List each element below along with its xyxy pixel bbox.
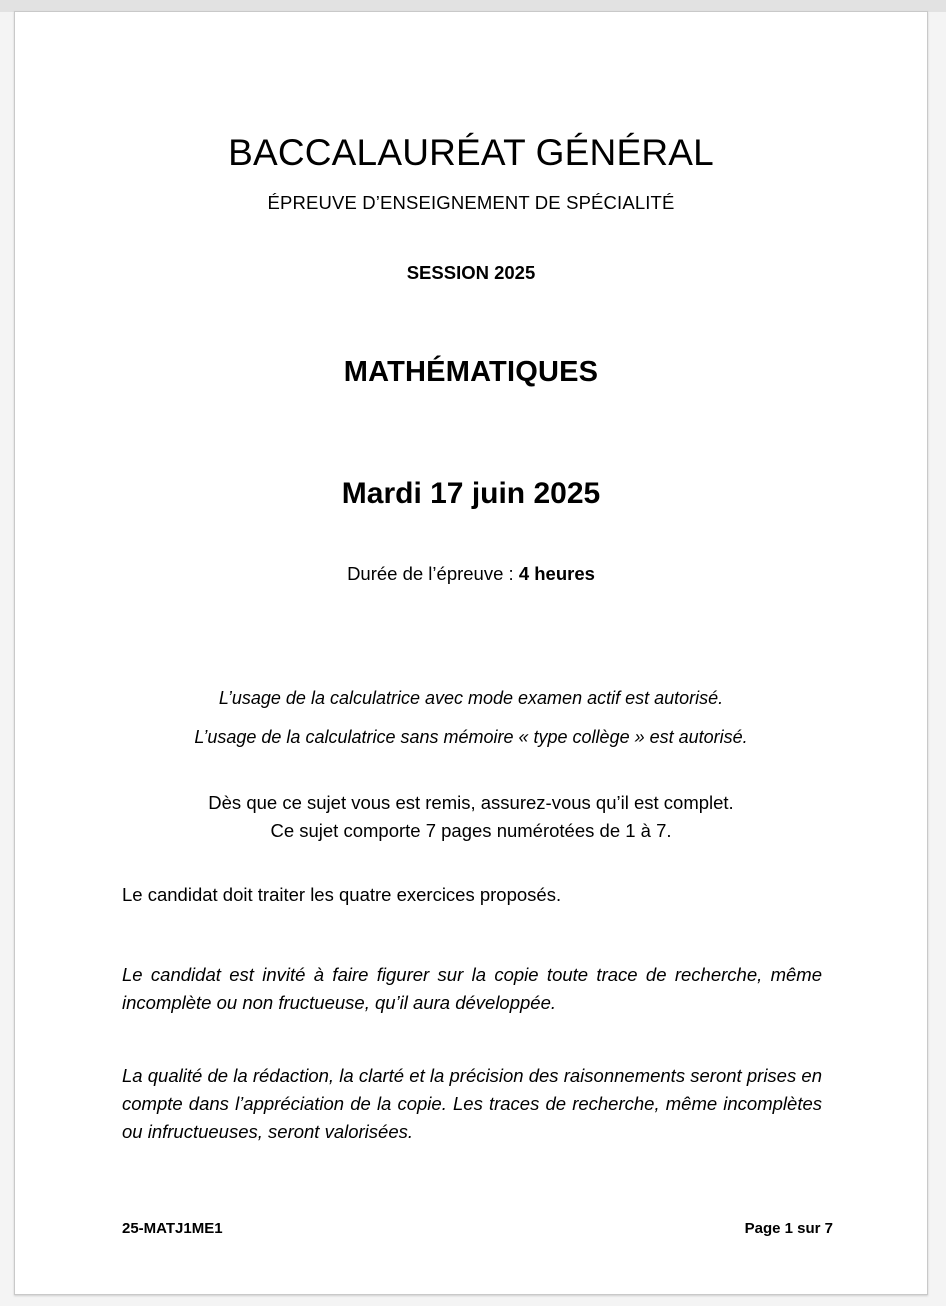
session-label: SESSION 2025 (406, 262, 536, 283)
calculator-notice-line-2: L’usage de la calculatrice sans mémoire « type collège » est autorisé. (194, 726, 748, 747)
instruction-quality: La qualité de la rédaction, la clarté et la précision des raisonnements seront prises en compte dans l’appréciation de la copie. Les traces de recherche, même incomplètes ou infructueuses, seront valorisées. (122, 1065, 822, 1143)
footer-pagination: Page 1 sur 7 (744, 1220, 833, 1237)
instruction-research-trace: Le candidat est invité à faire figurer sur la copie toute trace de recherche, même incomplète ou non fructueuse, qu’il aura développée. (122, 963, 822, 1013)
duration-label: Durée de l’épreuve : (347, 563, 519, 584)
instructions-block (122, 882, 822, 1146)
calculator-notice-line-1: L’usage de la calculatrice avec mode examen actif est autorisé. (218, 688, 724, 708)
page-content (15, 12, 927, 1294)
page-footer (122, 1220, 833, 1237)
calculator-notice (15, 679, 927, 756)
document-page (14, 11, 928, 1295)
completeness-notice (15, 789, 927, 845)
completeness-notice-line-1: Dès que ce sujet vous est remis, assurez-vous qu’il est complet. (208, 792, 734, 813)
footer-subject-code: 25-MATJ1ME1 (122, 1220, 223, 1237)
completeness-notice-line-2: Ce sujet comporte 7 pages numérotées de 1 à 7. (270, 820, 672, 842)
duration-value: 4 heures (518, 563, 595, 584)
exam-duration (15, 563, 927, 585)
page-title: BACCALAURÉAT GÉNÉRAL (228, 131, 714, 173)
exam-subtitle: ÉPREUVE D’ENSEIGNEMENT DE SPÉCIALITÉ (267, 192, 675, 213)
subject-title: MATHÉMATIQUES (343, 356, 599, 388)
instruction-exercises: Le candidat doit traiter les quatre exercices proposés. (122, 884, 562, 905)
exam-date: Mardi 17 juin 2025 (341, 477, 601, 510)
